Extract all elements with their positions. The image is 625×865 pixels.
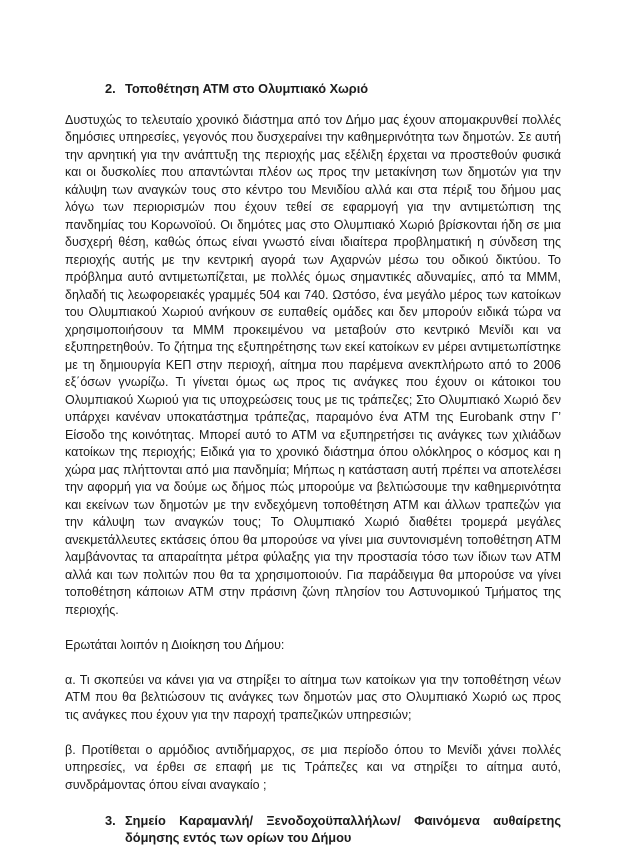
section-2-number: 2. [105,81,116,96]
paragraph-main: Δυστυχώς το τελευταίο χρονικό διάστημα από τον Δήμο μας έχουν απομακρυνθεί πολλές δημόσιες υπηρεσίες, γεγονός που δυσχεραίνει την καθημερινότητα των δημοτών. Σε αυτή την αρνητική για την ανάπτυξη της περιοχής μας εξέλιξη έρχεται να προστεθούν φυσικά και οι δυσκολίες που απαντώνται πλέον ως προς την μετακίνηση των δημοτών για την κάλυψη των αναγκών τους στο κέντρο του Μενιδίου αλλά και στα πέριξ του δήμου μας λόγω των περιορισμών που έχουν τεθεί σε εφαρμογή για την αντιμετώπιση της πανδημίας του Κορωνοϊού. Οι δημότες μας στο Ολυμπιακό Χωριό βρίσκονται ήδη σε μια δυσχερή θέση, καθώς όπως είναι γνωστό είναι ιδιαίτερα προβληματική η σύνδεση της περιοχής αυτής με την κεντρική αγορά των Αχαρνών μέσω του οδικού δικτύου. Το πρόβλημα αυτό αντιμετωπίζεται, με πολλές όμως σημαντικές αδυναμίες, από τα ΜΜΜ, δηλαδή τις λεωφορειακές γραμμές 504 και 740. Ωστόσο, ένα μεγάλο μέρος των κατοίκων του Ολυμπιακού Χωριού ανήκουν σε ευπαθείς ομάδες και δεν μπορούν ειδικά τώρα να χρησιμοποιήσουν τα ΜΜΜ προκειμένου να μεταβούν στο κεντρικό Μενίδι και να εξυπηρετηθούν. Το ζήτημα της εξυπηρέτησης των εκεί κατοίκων εν μέρει αντιμετωπίστηκε με τη δημιουργία ΚΕΠ στην περιοχή, αίτημα που παρέμενα ανεκπλήρωτο από το 2006 εξ΄όσων γνωρίζω. Τι γίνεται όμως ως προς τις ανάγκες που έχουν οι κάτοικοι του Ολυμπιακού Χωριού για τις υποχρεώσεις τους με τις τράπεζες; Στο Ολυμπιακό Χωριό δεν υπάρχει κανέναν υποκατάστημα τράπεζας, παραμόνο ένα ΑΤΜ της Eurobank στην Γ’ Είσοδο της κοινότητας. Μπορεί αυτό το ΑΤΜ να εξυπηρετήσει τις ανάγκες των χιλιάδων κατοίκων της περιοχής; Ειδικά για το χρονικό διάστημα όπου ολόκληρος ο κόσμος και η χώρα μας πλήττονται από μια πανδημία; Μήπως η κατάσταση αυτή πρέπει να αποτελέσει την αφορμή για να δούμε ως δήμος πώς μπορούμε να βελτιώσουμε την καθημερινότητα και εκείνων των δημοτών με την ενδεχόμενη τοποθέτηση ΑΤΜ και άλλων τραπεζών για την κάλυψη των αναγκών τους; Το Ολυμπιακό Χωριό διαθέτει τρομερά μεγάλες ανεκμετάλλευτες εκτάσεις όπου θα μπορούσε να γίνει μια συντονισμένη τοποθέτηση ΑΤΜ λαμβάνοντας τα απαραίτητα μέτρα φύλαξης για την προστασία τόσο των ίδιων των ΑΤΜ αλλά και των πολιτών που θα τα χρησιμοποιούν. Για παράδειγμα θα μπορούσε να γίνει τοποθέτηση κάποιων ΑΤΜ στην πράσινη ζώνη πλησίον του Αστυνομικού Τμήματος της περιοχής. [65,112,561,617]
section-3-title: Σημείο Καραμανλή/ Ξενοδοχοϋπαλλήλων/ Φαινόμενα αυθαίρετης δόμησης εντός των ορίων του Δήμου [125,812,561,845]
section-2-heading [65,80,561,98]
section-3-number: 3. [105,812,116,828]
paragraph-question-b: β. Προτίθεται ο αρμόδιος αντιδήμαρχος, σε μια περίοδο όπου το Μενίδι χάνει πολλές υπηρεσίες, να έρθει σε επαφή με τις Τράπεζες και να στηρίξει το αίτημα αυτό, συνδράμοντας όπου είναι αναγκαίο ; [65,742,561,792]
section-3-heading [65,812,561,847]
paragraph-question-a: α. Τι σκοπεύει να κάνει για να στηρίξει το αίτημα των κατοίκων για την τοποθέτηση νέων ΑΤΜ που θα βελτιώσουν τις ανάγκες των δημοτών μας στο Ολυμπιακό Χωριό ως προς τις ανάγκες που έχουν για την παροχή τραπεζικών υπηρεσιών; [65,672,561,722]
paragraph-question-intro: Ερωτάται λοιπόν η Διοίκηση του Δήμου: [65,637,285,652]
section-2-title: Τοποθέτηση ΑΤΜ στο Ολυμπιακό Χωριό [125,81,369,96]
